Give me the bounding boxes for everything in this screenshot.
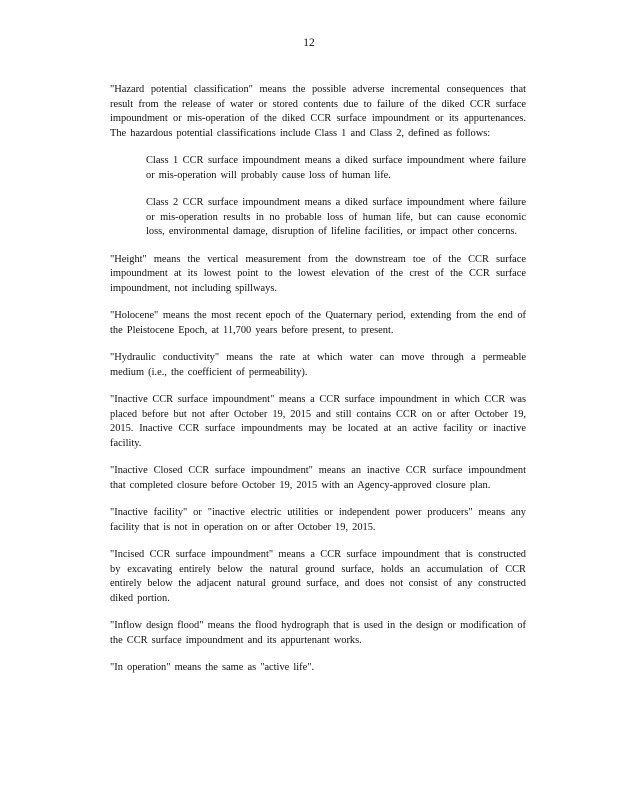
definition-inflow-design-flood: "Inflow design flood" means the flood hydrograph that is used in the design or modification of the CCR surface impoundment and its appurtenant works. <box>110 620 526 646</box>
definition-hydraulic-conductivity: "Hydraulic conductivity" means the rate at which water can move through a permeable medium (i.e., the coefficient of permeability). <box>110 352 526 378</box>
definition-height: "Height" means the vertical measurement from the downstream toe of the CCR surface impoundment at its lowest point to the lowest elevation of the crest of the CCR surface impoundment, not including spillways. <box>110 253 526 294</box>
definition-class-2: Class 2 CCR surface impoundment means a diked surface impoundment where failure or mis-operation results in no probable loss of human life, but can cause economic loss, environmental damage, disruption of lifeline facilities, or impact other concerns. <box>146 197 526 237</box>
definition-hazard-potential-classification: "Hazard potential classification" means the possible adverse incremental consequences that result from the release of water or stored contents due to failure of the diked CCR surface impoundment or mis-operation of the diked CCR surface impoundment or its appurtenances. The hazardous potential classifications include Class 1 and Class 2, defined as follows: <box>110 84 526 139</box>
definition-inactive-ccr-surface-impoundment: "Inactive CCR surface impoundment" means a CCR surface impoundment in which CCR was placed before but not after October 19, 2015 and still contains CCR on or after October 19, 2015. Inactive CCR surface impoundments may be located at an active facility or inactive facility. <box>110 394 526 449</box>
definition-inactive-facility: "Inactive facility" or "inactive electric utilities or independent power producers" means any facility that is not in operation on or after October 19, 2015. <box>110 507 526 533</box>
document-body <box>110 83 526 689</box>
definition-holocene: "Holocene" means the most recent epoch of the Quaternary period, extending from the end of the Pleistocene Epoch, at 11,700 years before present, to present. <box>110 310 526 336</box>
definition-inactive-closed-ccr-surface-impoundment: "Inactive Closed CCR surface impoundment" means an inactive CCR surface impoundment that completed closure before October 19, 2015 with an Agency-approved closure plan. <box>110 465 526 491</box>
definition-class-1: Class 1 CCR surface impoundment means a diked surface impoundment where failure or mis-operation will probably cause loss of human life. <box>146 155 526 181</box>
definition-incised-ccr-surface-impoundment: "Incised CCR surface impoundment" means a CCR surface impoundment that is constructed by excavating entirely below the natural ground surface, holds an accumulation of CCR entirely below the adjacent natural ground surface, and does not consist of any constructed diked portion. <box>110 549 526 604</box>
page-number: 12 <box>303 37 315 49</box>
definition-in-operation: "In operation" means the same as "active life". <box>110 662 315 673</box>
